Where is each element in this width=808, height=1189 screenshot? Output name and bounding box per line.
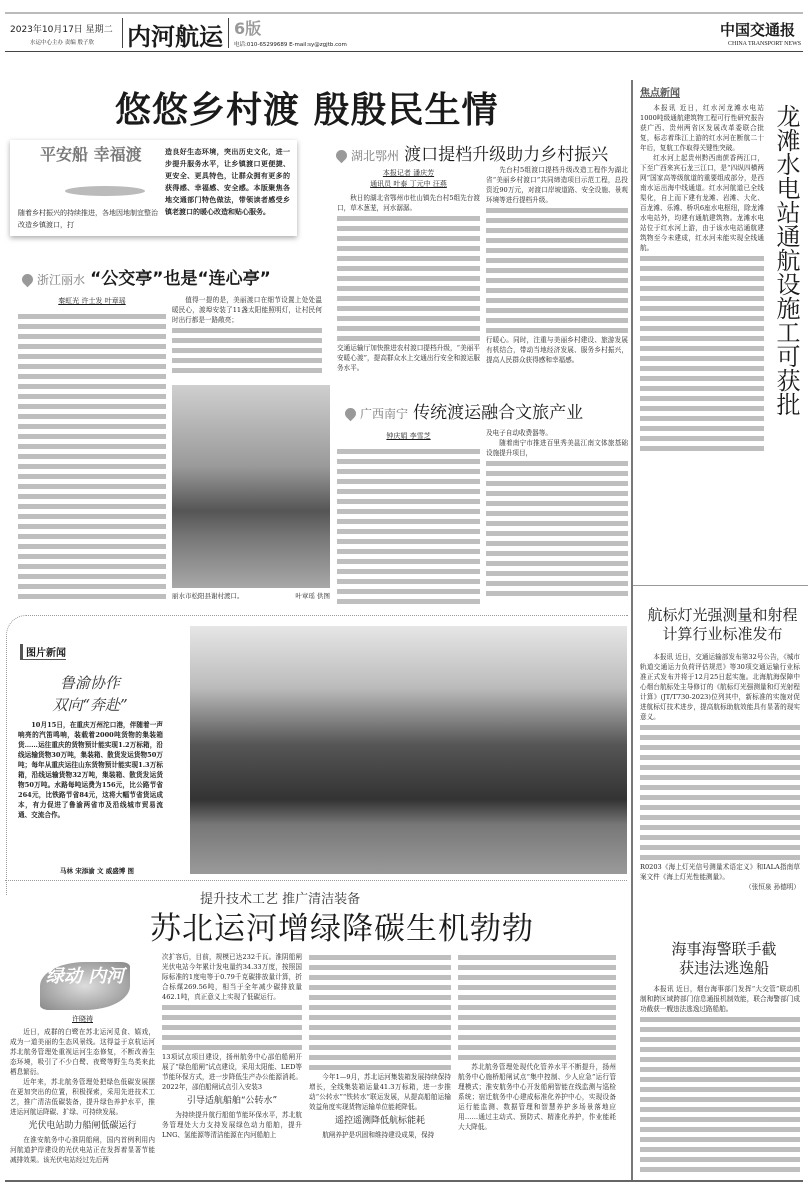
paper-logo: 中国交通报 [720,21,796,39]
body-text [309,952,451,1072]
location-label: 浙江丽水 [37,273,86,287]
canal-col-1 [10,1012,155,1165]
guangxi-heading [345,398,583,423]
byline: 钟庆娟 李雪芝 [386,432,431,440]
paragraph: 值得一提的是，美丽渡口在细节设置上处处温暖民心，渡埠安装了11盏太阳能照明灯，让村民何时出行都是一路敞亮； [172,296,322,324]
photo-news-label: 图片新闻 [20,644,66,660]
issue-date: 2023年10月17日 星期二 [10,25,113,35]
paragraph: 今年1—9月，苏北运河集装箱发展持续保持增长，全线集装箱运量41.3万标箱，进一步推动“公转水”“铁转水”联运发展，从提高船舶运输效益角度实现货物运输单位能耗降低。 [309,1073,451,1111]
guangxi-col-1 [337,427,480,604]
location-label: 广西南宁 [360,407,409,421]
paragraph: 近年来，苏北航务管理处把绿色低碳发展摆在更加突出的位置，积极探索，采用先进技术工艺，推广清洁低碳装备，提升绿色养护水平，推进运河航运降碳、扩绿、可持续发展。 [10,1078,155,1116]
paragraph: 先台村5组渡口提档升级改造工程作为湖北省“美丽乡村渡口”共同缔造项目示范工程，总投资近90万元，对渡口岸坡道路、安全设施、景观环境等进行提档升级。 [486,166,628,204]
intro-text-1: 随着乡村振兴的持续推进，各地因地制宜整治改造乡镇渡口，打 [18,209,158,229]
byline: 本报记者 潘庆芳 [382,169,435,177]
beacon-text [640,652,800,892]
paragraph: 随着南宁市推进百里秀美邕江南文体旅基础设施提升项目， [486,439,628,457]
canal-col-2 [162,952,302,1140]
byline: 秦虹光 许士发 叶章瑶 [58,297,126,305]
guangxi-col-2 [486,428,628,598]
body-text [486,205,628,335]
divider [122,18,123,48]
body-text [162,1002,302,1052]
top-rule [5,12,803,14]
body-text [640,1014,800,1174]
caption-text: 丽水市松阳县谢村渡口。 [172,592,244,600]
paragraph: R0203《海上灯光信号测量术语定义》和IALA指南草案文件《海上灯光性能测量》。 [640,863,800,881]
photo-news-title-2: 双向“奔赴” [52,696,128,714]
photo-news-text [18,720,163,820]
focus-news-label: 焦点新闻 [640,88,680,99]
paragraph: 本报讯 近日，红水河龙滩水电站1000吨级通航建筑物工程可行性研究报告获广西、贵州两省区发展改革委联合批复，标志着珠江上游的红水河在断航二十年后，复航工作取得关键性突破。 [640,104,764,152]
maritime-text [640,984,800,1174]
photo-news-credit: 马林 宋添渝 文 威盛博 图 [60,867,135,875]
boat-icon [65,186,145,196]
body-text [337,213,480,343]
paragraph: 航闸养护是巩固和维持建设成果，保持 [322,1131,435,1139]
paragraph: 近日，成群的白鹭在苏北运河觅食、嬉戏，成为一道美丽的生态风景线。这得益于京杭运河苏北航务管理处重视运河生态修复，不断改善生态环境，吸引了不少白鹭、夜鹭等野生鸟类来此栖息繁衍。 [10,1028,155,1076]
hubei-heading [336,140,608,165]
ferry-photo [172,385,330,588]
paragraph: 秋日的湖北省鄂州市杜山镇先台村5组先台渡口，草木葱茏，河水潺潺。 [337,194,480,212]
intro-logo: 平安船 幸福渡 [40,145,142,164]
location-label: 湖北鄂州 [351,149,400,163]
paragraph: 次扩容后，目前，规模已达232千瓦。淮阴船闸光伏电站今年累计发电量约34.33万度，按照国际标准的1度电等于0.79千克碳排放量计算，折合标煤269.56吨，相当于全年减少碳排放量462.1吨，真正意义上实现了低碳运行。 [162,953,302,1001]
divider [228,18,229,48]
paragraph: 本报讯 近日，烟台海事部门发挥“大交管”联动机制和跨区域跨部门信息通报机制效能，联合海警部门成功截获一艘违法逃逸过路船舶。 [640,985,800,1013]
canal-headline: 苏北运河增绿降碳生机勃勃 [150,911,534,947]
paragraph: 苏北航务管理处现代化管养水平不断提升，扬州航务中心施桥船闸试点“集中控制、少人应急”运行管理模式；淮安航务中心开发船闸智能在线监测与巡检系统；宿迁航务中心建成标准化养护中心，实现设备运行能监测、数据管理和智慧养护多场景落地应用……通过主动式、预防式、精准化养护，作业能耗大大降低。 [458,1063,616,1131]
paragraph: 13项试点项目建设，扬州航务中心邵伯船闸开展了“绿色船闸”试点建设，采用太阳能、LED等节能环保方式，进一步降低生产办公能源消耗。2022年，邵伯船闸试点引入安装3 [162,1053,302,1091]
zhejiang-col-1 [18,292,166,601]
canal-kicker: 提升技术工艺 推广清洁装备 [200,892,361,907]
body-text [640,253,764,453]
focus-text [640,103,764,453]
canal-col-4 [458,952,616,1132]
article-title: 传统渡运融合文旅产业 [413,403,584,423]
body-text [458,952,616,1062]
focus-headline: 龙滩水电站通航设施工可获批 [772,104,800,416]
paragraph: 交通运输厅加快推进农村渡口提档升级，“美丽平安暖心渡”，提高群众水上交通出行安全和渡运服务水平。 [337,344,480,372]
body-text [18,311,166,601]
zhejiang-heading [22,264,271,289]
dotted-divider [5,880,627,881]
byline: 许晓祷 [72,1015,93,1023]
article-title: “公交亭”也是“连心亭” [90,269,271,289]
photo-news-title-1: 鲁渝协作 [59,674,120,692]
paragraph: 10月15日，在重庆万州沱口港，伴随着一声响亮的汽笛鸣响，装载着2000吨货物的集装箱货……运往重庆的货物预计能实现1.2万标箱，沿线运输货物30万吨，集装箱、散货发运货物50万吨；每年从重庆运往山东货物预计能实现1.3万标箱，沿线运输货物32万吨，集装箱、散货发运货物50万吨。水路每吨运费为156元，比公路节省264元，比铁路节省84元，这将大幅节省货运成本，有力促进了鲁渝两省市及沿线城市贸易流通、交流合作。 [18,721,163,819]
byline: 通讯员 叶泰 丁元中 汪燕 [370,180,447,188]
zhejiang-col-2 [172,295,322,375]
location-pin-icon [343,406,359,422]
photo-caption [172,591,330,600]
body-text [172,325,322,375]
paragraph: 在淮安航务中心淮阴船闸，国内首例利用内河航道护岸建设的光伏电站正在发挥着显著节能减排效果。该光伏电站经过先后两 [10,1136,155,1164]
main-headline: 悠悠乡村渡 殷殷民生情 [115,89,499,131]
contact: 电话:010-65299689 E-mail:sy@zgjtb.com [234,42,347,48]
hubei-col-1 [337,168,480,373]
organizer: 水运中心主办 责编 殷子欣 [30,40,94,46]
location-pin-icon [20,272,36,288]
caption-credit: 叶章瑶 供图 [295,592,330,600]
article-title: 渡口提档升级助力乡村振兴 [404,145,609,165]
container-ship-photo [190,626,627,874]
paragraph: 及电子自动收费器等。 [486,429,552,437]
maritime-headline: 海事海警联手截获违法逃逸船 [671,940,777,977]
header-rule [5,51,803,52]
page-number: 6版 [234,19,262,38]
bottom-rule [5,1180,803,1182]
paragraph: 本报讯 近日，交通运输部发布第32号公告，《城市轨道交通运力负荷评估规范》等30项交通运输行业标准正式发布并将于12月25日起实施。北海航海保障中心烟台航标处主导修订的《航标灯光强测量和灯光射程计算》(JT/T730-2023)位列其中，新标准的实施对促进航标灯技术进步，提高航标助航效能具有显著的现实意义。 [640,653,800,721]
paragraph: 红水河上起贵州黔西南蔗香两江口，下至广西来宾石龙三江口，是“四纵四横两网”国家高等级航道的重要组成部分，是西南水运出海中线通道。红水河航道已全线渠化，自上而下建有龙滩、岩滩、大化、百龙滩、乐滩、桥巩6座水电枢纽，除龙滩水电站外，均建有通航建筑物。龙滩水电站位于红水河上游，由于该水电站通航建筑物至今未建成，红水河未能实现全线通航。 [640,154,764,252]
paragraph: 行暖心。同时，注重与美丽乡村建设、旅游发展有机结合，带动当地经济发展、服务乡村振兴，提高人民群众获得感和幸福感。 [486,336,628,364]
intro-box [10,140,297,236]
canal-col-3 [309,952,451,1140]
location-pin-icon [334,148,350,164]
body-text [486,458,628,598]
body-text [640,722,800,862]
green-motion-logo: 绿动 内河 [40,962,130,1010]
subheading: 遥控遥测降低航标能耗 [334,1116,425,1126]
intro-text-2: 造良好生态环境，突出历史文化，进一步提升服务水平，让乡镇渡口更便捷、更安全、更具特色，让群众拥有更多的获得感、幸福感、安全感。本版聚焦各地交通部门特色做法，带领读者感受乡镇老渡口的暖心改造和贴心服务。 [165,147,290,216]
subheading: 光伏电站助力船闸低碳运行 [28,1121,137,1131]
beacon-headline: 航标灯光强测量和射程计算行业标准发布 [647,606,798,643]
paragraph: 为持续提升航行船舶节能环保水平，苏北航务管理处大力支持发展绿色动力船舶，提升LNG、氢能源等清洁能源在内河船舶上 [162,1111,302,1139]
column-divider [631,80,633,1180]
body-text [337,446,480,604]
hubei-col-2 [486,165,628,365]
paper-name-en: CHINA TRANSPORT NEWS [728,41,802,47]
section-title: 内河航运 [127,22,223,51]
subheading: 引导适航船舶“公转水” [186,1096,278,1106]
credit: （张恒泉 孙德明） [745,883,800,891]
divider [633,585,808,586]
